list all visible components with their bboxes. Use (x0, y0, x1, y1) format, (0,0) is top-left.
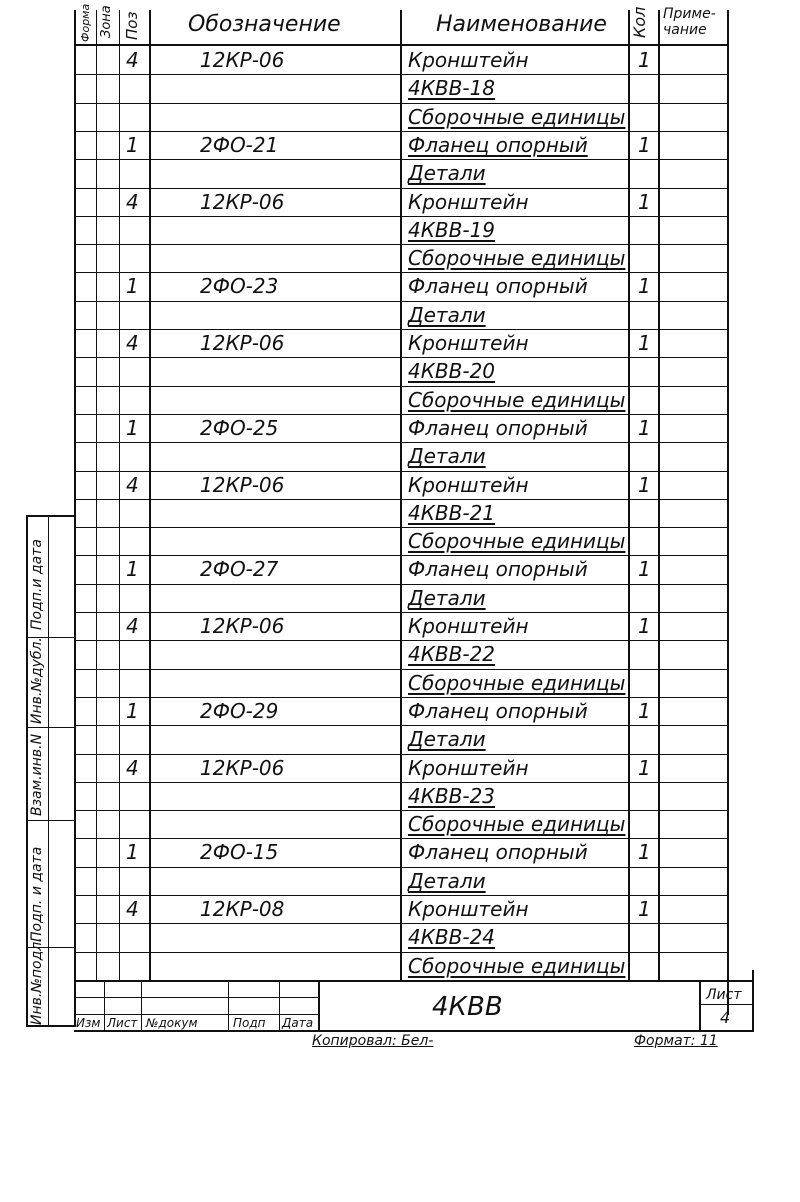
header-zone: Зона (99, 5, 114, 38)
side-stamp-sign-date-1: Подп. и дата (29, 846, 45, 942)
row-name: Детали (408, 868, 486, 893)
header-name: Наименование (436, 12, 607, 37)
row-qty: 1 (638, 274, 651, 299)
row-pos: 1 (126, 698, 139, 723)
row-divider (74, 725, 729, 726)
row-divider (74, 754, 729, 755)
row-qty: 1 (638, 415, 651, 440)
row-name: 4КВВ-24 (408, 925, 496, 950)
tb-col-3 (228, 980, 229, 1030)
row-pos: 1 (126, 415, 139, 440)
row-name: Кронштейн (408, 897, 529, 921)
row-name: Кронштейн (408, 755, 529, 780)
row-designation: 12КР-06 (200, 755, 285, 780)
header-format: Форма (79, 3, 92, 42)
tb-col-1 (104, 980, 105, 1030)
row-name: Сборочные единицы (408, 670, 626, 695)
row-qty: 1 (638, 132, 651, 157)
row-name: Фланец опорный (408, 274, 588, 299)
tb-label-izm: Изм (76, 1016, 101, 1030)
side-stamp-line-3 (26, 727, 76, 728)
title-block-mid1 (74, 997, 319, 998)
row-qty: 1 (638, 189, 651, 214)
row-name: Фланец опорный (408, 132, 588, 157)
tb-label-doc: №докум (146, 1016, 198, 1030)
header-pos: Поз (123, 11, 141, 40)
title-block-top (74, 980, 754, 982)
row-name: Детали (408, 444, 486, 469)
row-name: Сборочные единицы (408, 104, 626, 129)
row-divider (74, 810, 729, 811)
row-divider (74, 74, 729, 75)
col-line-zone (119, 10, 120, 980)
row-divider (74, 669, 729, 670)
row-name: Кронштейн (408, 614, 529, 638)
title-block-bottom (74, 1030, 754, 1032)
tb-label-sign: Подп (233, 1016, 266, 1030)
row-qty: 1 (638, 897, 651, 921)
row-pos: 4 (126, 755, 139, 780)
col-line-qty (658, 10, 660, 980)
tb-col-2 (141, 980, 142, 1030)
tb-right-edge (752, 970, 754, 1032)
footer-copied: Копировал: Бел- (312, 1033, 434, 1049)
row-qty: 1 (638, 698, 651, 723)
side-stamp-sign-date-2: Подп.и дата (29, 539, 45, 630)
tb-sheet-col (699, 980, 701, 1030)
row-divider (74, 952, 729, 953)
tb-label-list: Лист (107, 1016, 138, 1030)
row-divider (74, 499, 729, 500)
row-name: Детали (408, 585, 486, 610)
row-divider (74, 244, 729, 245)
row-designation: 2ФО-21 (200, 132, 279, 157)
row-divider (74, 697, 729, 698)
col-line-designation (400, 10, 402, 980)
row-divider (74, 471, 729, 472)
row-name: Фланец опорный (408, 698, 588, 723)
row-qty: 1 (638, 755, 651, 780)
row-qty: 1 (638, 557, 651, 582)
row-name: Детали (408, 727, 486, 752)
row-divider (74, 272, 729, 273)
row-divider (74, 838, 729, 839)
row-divider (74, 103, 729, 104)
row-divider (74, 216, 729, 217)
title-block-mid2 (74, 1014, 319, 1015)
row-designation: 2ФО-15 (200, 840, 279, 865)
tb-col-4 (279, 980, 280, 1030)
row-pos: 4 (126, 472, 139, 497)
header-note: Приме- чание (663, 6, 716, 38)
frame-right-line (727, 10, 729, 1015)
header-designation: Обозначение (188, 12, 341, 37)
row-designation: 12КР-08 (200, 897, 285, 921)
row-qty: 1 (638, 331, 651, 355)
row-pos: 4 (126, 189, 139, 214)
row-name: Сборочные единицы (408, 953, 626, 978)
header-qty: Кол (630, 6, 649, 38)
row-designation: 12КР-06 (200, 48, 285, 72)
row-divider (74, 386, 729, 387)
row-pos: 1 (126, 557, 139, 582)
row-pos: 1 (126, 840, 139, 865)
row-divider (74, 301, 729, 302)
row-name: Фланец опорный (408, 840, 588, 865)
row-name: 4КВВ-22 (408, 642, 496, 667)
row-name: 4КВВ-21 (408, 500, 496, 525)
row-name: Кронштейн (408, 472, 529, 497)
row-name: 4КВВ-20 (408, 359, 496, 384)
row-divider (74, 527, 729, 528)
row-pos: 1 (126, 274, 139, 299)
row-designation: 12КР-06 (200, 189, 285, 214)
row-name: Кронштейн (408, 48, 529, 72)
header-bottom-line (74, 44, 729, 46)
row-name: Фланец опорный (408, 415, 588, 440)
row-qty: 1 (638, 472, 651, 497)
row-divider (74, 555, 729, 556)
row-name: Фланец опорный (408, 557, 588, 582)
row-divider (74, 329, 729, 330)
row-divider (74, 414, 729, 415)
row-name: Сборочные единицы (408, 387, 626, 412)
row-divider (74, 612, 729, 613)
side-stamp-inv-dubl: Инв.№дубл. (29, 637, 45, 724)
row-designation: 2ФО-29 (200, 698, 279, 723)
col-line-name (628, 10, 630, 980)
row-name: Детали (408, 161, 486, 186)
footer-format: Формат: 11 (634, 1033, 718, 1049)
row-qty: 1 (638, 840, 651, 865)
row-designation: 12КР-06 (200, 614, 285, 638)
side-stamp-inv-podl: Инв.№подл. (29, 937, 45, 1025)
row-designation: 12КР-06 (200, 472, 285, 497)
row-pos: 4 (126, 48, 139, 72)
side-stamp-replace-inv: Взам.инв.N (29, 733, 45, 816)
row-name: 4КВВ-23 (408, 783, 496, 808)
side-stamp-line-2 (26, 820, 76, 821)
row-name: 4КВВ-18 (408, 76, 496, 101)
row-pos: 4 (126, 897, 139, 921)
row-name: Сборочные единицы (408, 812, 626, 837)
row-name: Сборочные единицы (408, 529, 626, 554)
row-qty: 1 (638, 614, 651, 638)
row-pos: 4 (126, 331, 139, 355)
row-qty: 1 (638, 48, 651, 72)
side-stamp-divider (48, 515, 49, 1027)
row-divider (74, 442, 729, 443)
row-designation: 2ФО-27 (200, 557, 279, 582)
row-designation: 2ФО-23 (200, 274, 279, 299)
row-name: 4КВВ-19 (408, 217, 496, 242)
tb-doc-code: 4КВВ (432, 992, 503, 1022)
row-name: Кронштейн (408, 331, 529, 355)
tb-sheet-divider (699, 1004, 754, 1005)
row-divider (74, 782, 729, 783)
row-name: Детали (408, 302, 486, 327)
tb-sheet-label: Лист (706, 987, 742, 1003)
col-line-pos (149, 10, 151, 980)
row-name: Сборочные единицы (408, 246, 626, 271)
tb-sheet-no: 4 (720, 1008, 731, 1027)
row-pos: 4 (126, 614, 139, 638)
row-designation: 2ФО-25 (200, 415, 279, 440)
row-pos: 1 (126, 132, 139, 157)
row-divider (74, 357, 729, 358)
row-divider (74, 640, 729, 641)
row-divider (74, 188, 729, 189)
row-divider (74, 131, 729, 132)
row-divider (74, 923, 729, 924)
tb-label-date: Дата (282, 1016, 314, 1030)
col-line-format (96, 10, 97, 980)
tb-col-5 (318, 980, 320, 1030)
row-designation: 12КР-06 (200, 331, 285, 355)
row-divider (74, 584, 729, 585)
row-name: Кронштейн (408, 189, 529, 214)
row-divider (74, 159, 729, 160)
row-divider (74, 895, 729, 896)
row-divider (74, 867, 729, 868)
